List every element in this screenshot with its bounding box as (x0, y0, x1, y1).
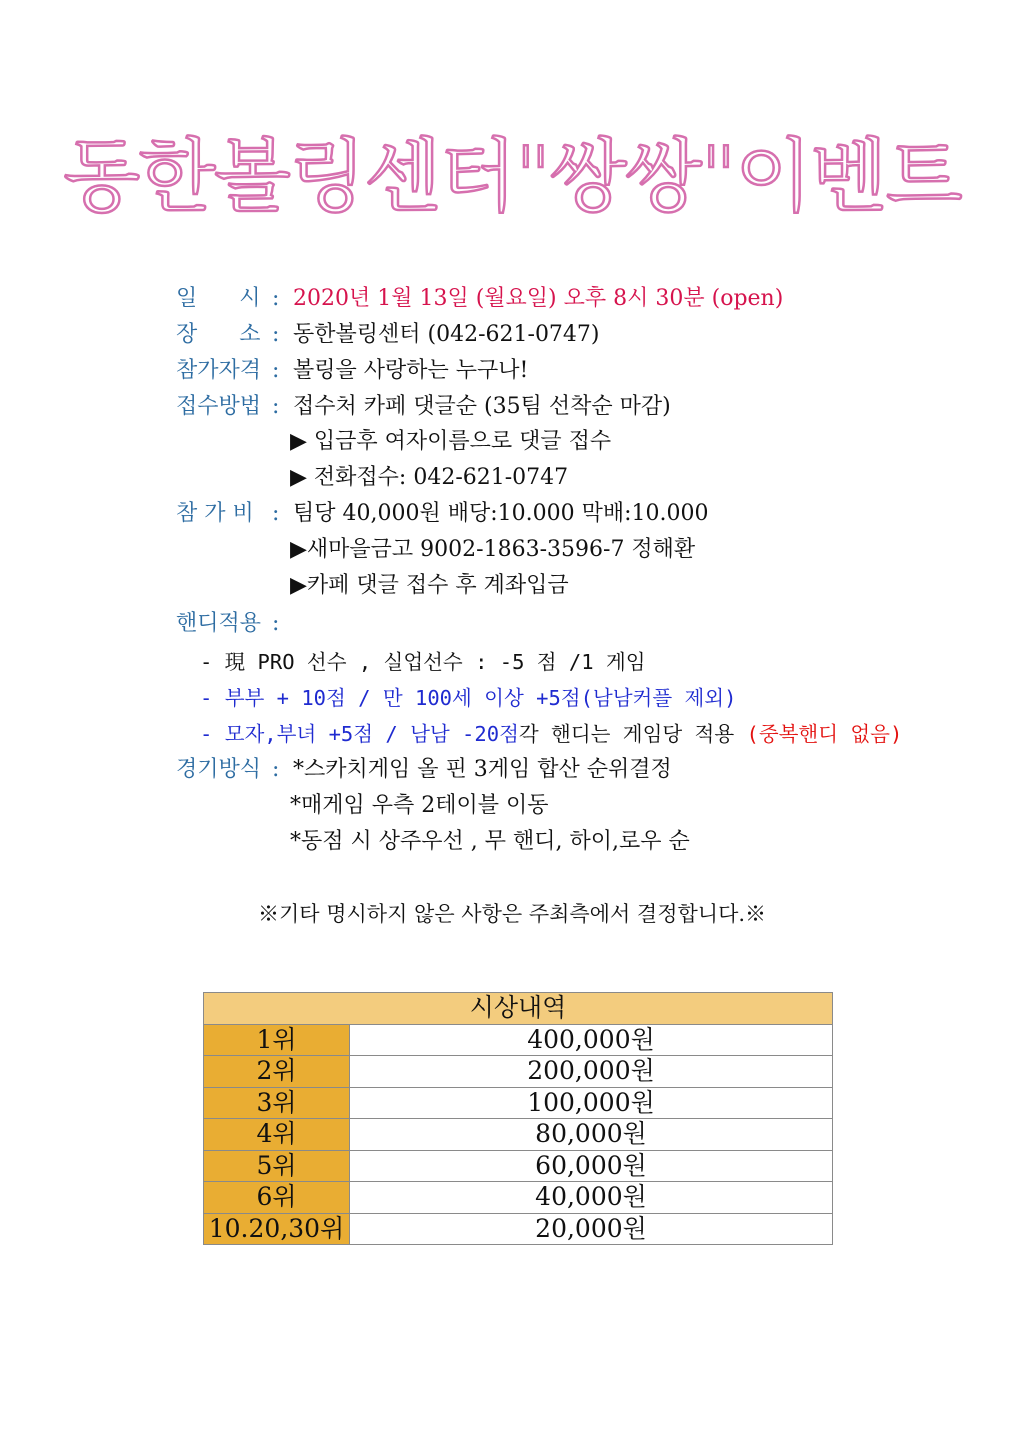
fee-value: 팀당 40,000원 배당:10.000 막배:10.000 (293, 501, 709, 526)
prize-rank: 3위 (204, 1087, 350, 1119)
prize-rank: 4위 (204, 1119, 350, 1151)
table-row (204, 1119, 833, 1151)
handicap-line-3-blue: 모자,부녀 +5점 / 남남 -20점 (224, 722, 519, 746)
fee-item-text: ▶카페 댓글 접수 후 계좌입금 (290, 573, 569, 598)
prize-rank: 1위 (204, 1024, 350, 1056)
date-label: 일 시 (176, 286, 261, 311)
format-label: 경기방식 (176, 757, 262, 782)
prize-rank: 10.20,30위 (204, 1213, 350, 1245)
prize-amount: 400,000원 (350, 1024, 833, 1056)
date-value: 2020년 1월 13일 (월요일) 오후 8시 30분 (open) (293, 286, 784, 311)
format-value: *스카치게임 올 핀 3게임 합산 순위결정 (293, 757, 672, 782)
fee-label: 참 가 비 (176, 501, 254, 526)
table-row (204, 1213, 833, 1245)
table-row (204, 1024, 833, 1056)
format-colon: : (272, 757, 280, 782)
handicap-label: 핸디적용 (176, 611, 262, 636)
handicap-line-3 (200, 719, 902, 749)
eligibility-colon: : (272, 358, 280, 383)
eligibility-label: 참가자격 (176, 358, 262, 383)
notice-text: ※기타 명시하지 않은 사항은 주최측에서 결정합니다.※ (257, 902, 767, 926)
prize-amount: 40,000원 (350, 1182, 833, 1214)
fee-colon: : (272, 501, 280, 526)
place-label: 장 소 (176, 322, 261, 347)
event-title: 동한볼링센터"쌍쌍"이벤트 (63, 130, 961, 223)
prize-table-header-row (204, 993, 833, 1025)
registration-colon: : (272, 394, 280, 419)
handicap-line-1: - 現 PRO 선수 , 실업선수 : -5 점 /1 게임 (200, 650, 646, 674)
date-colon: : (272, 286, 280, 311)
handicap-line-3-red: (중복핸디 없음) (746, 722, 903, 746)
prize-table-header: 시상내역 (204, 993, 833, 1025)
handicap-line-2-dash: - (200, 686, 225, 710)
prize-amount: 80,000원 (350, 1119, 833, 1151)
table-row (204, 1150, 833, 1182)
registration-label: 접수방법 (176, 394, 262, 419)
place-colon: : (272, 322, 280, 347)
table-row (204, 1182, 833, 1214)
handicap-line-2 (200, 683, 736, 713)
registration-value: 접수처 카페 댓글순 (35팀 선착순 마감) (293, 394, 671, 419)
handicap-line-3-dash: - (200, 722, 225, 746)
handicap-line-2-text: 부부 + 10점 / 만 100세 이상 +5점(남남커플 제외) (224, 686, 737, 710)
prize-table (203, 992, 833, 1245)
prize-amount: 60,000원 (350, 1150, 833, 1182)
registration-item-text: ▶ 입금후 여자이름으로 댓글 접수 (290, 429, 612, 454)
prize-rank: 5위 (204, 1150, 350, 1182)
prize-amount: 20,000원 (350, 1213, 833, 1245)
prize-amount: 200,000원 (350, 1056, 833, 1088)
handicap-line-3-black: 각 핸디는 게임당 적용 (518, 722, 747, 746)
prize-rank: 6위 (204, 1182, 350, 1214)
format-item-text: *동점 시 상주우선 , 무 핸디, 하이,로우 순 (290, 829, 690, 854)
prize-amount: 100,000원 (350, 1087, 833, 1119)
registration-item-text: ▶ 전화접수: 042-621-0747 (290, 465, 569, 490)
fee-item-text: ▶새마을금고 9002-1863-3596-7 정해환 (290, 537, 696, 562)
place-value: 동한볼링센터 (042-621-0747) (293, 322, 600, 347)
table-row (204, 1087, 833, 1119)
eligibility-value: 볼링을 사랑하는 누구나! (293, 358, 529, 383)
format-item-text: *매게임 우측 2테이블 이동 (290, 793, 549, 818)
handicap-colon: : (272, 611, 280, 636)
prize-rank: 2위 (204, 1056, 350, 1088)
table-row (204, 1056, 833, 1088)
